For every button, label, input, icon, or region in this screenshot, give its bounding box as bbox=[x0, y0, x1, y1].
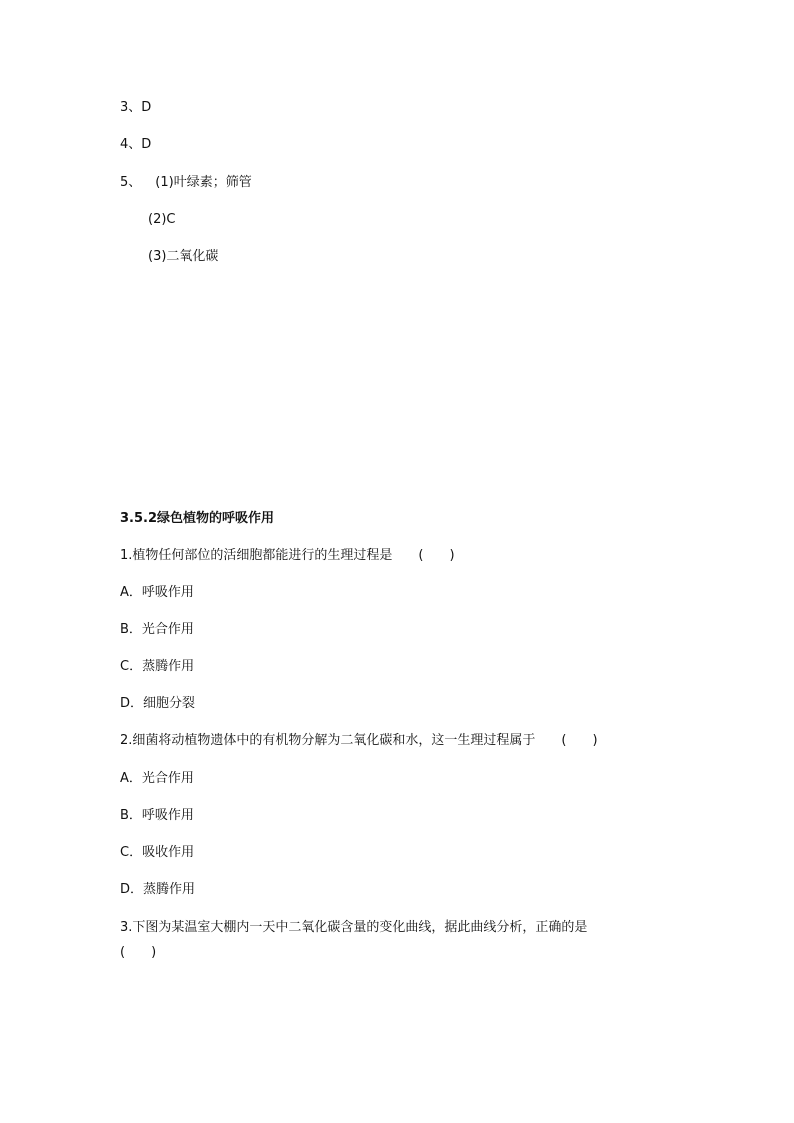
question-1-stem bbox=[120, 548, 455, 564]
section-title: 3.5.2绿色植物的呼吸作用 bbox=[120, 511, 275, 526]
question-3-paren: ( ) bbox=[120, 945, 157, 960]
question-1-text: 1.植物任何部位的活细胞都能进行的生理过程是 bbox=[120, 548, 393, 563]
question-1-paren: ( ) bbox=[418, 548, 455, 563]
question-1-option-d: D．细胞分裂 bbox=[120, 696, 196, 711]
answer-5-part-3: (3)二氧化碳 bbox=[148, 249, 219, 264]
question-1-option-c: C．蒸腾作用 bbox=[120, 659, 195, 674]
answer-5-part-2: (2)C bbox=[148, 212, 176, 227]
question-2-option-b: B．呼吸作用 bbox=[120, 808, 194, 823]
question-2-option-a: A．光合作用 bbox=[120, 771, 194, 786]
answer-5-number: 5、 bbox=[120, 175, 142, 190]
question-2-option-c: C．吸收作用 bbox=[120, 845, 195, 860]
question-2-stem bbox=[120, 733, 598, 749]
question-1-option-b: B．光合作用 bbox=[120, 622, 194, 637]
answer-4: 4、D bbox=[120, 137, 152, 152]
answer-3: 3、D bbox=[120, 100, 152, 115]
answer-5 bbox=[120, 175, 252, 191]
question-2-paren: ( ) bbox=[561, 733, 598, 748]
question-3-text: 3.下图为某温室大棚内一天中二氧化碳含量的变化曲线，据此曲线分析，正确的是 bbox=[120, 920, 588, 935]
question-2-option-d: D．蒸腾作用 bbox=[120, 882, 196, 897]
question-2-text: 2.细菌将动植物遗体中的有机物分解为二氧化碳和水，这一生理过程属于 bbox=[120, 733, 536, 748]
question-1-option-a: A．呼吸作用 bbox=[120, 585, 194, 600]
answer-5-part-1: (1)叶绿素；筛管 bbox=[155, 175, 252, 190]
